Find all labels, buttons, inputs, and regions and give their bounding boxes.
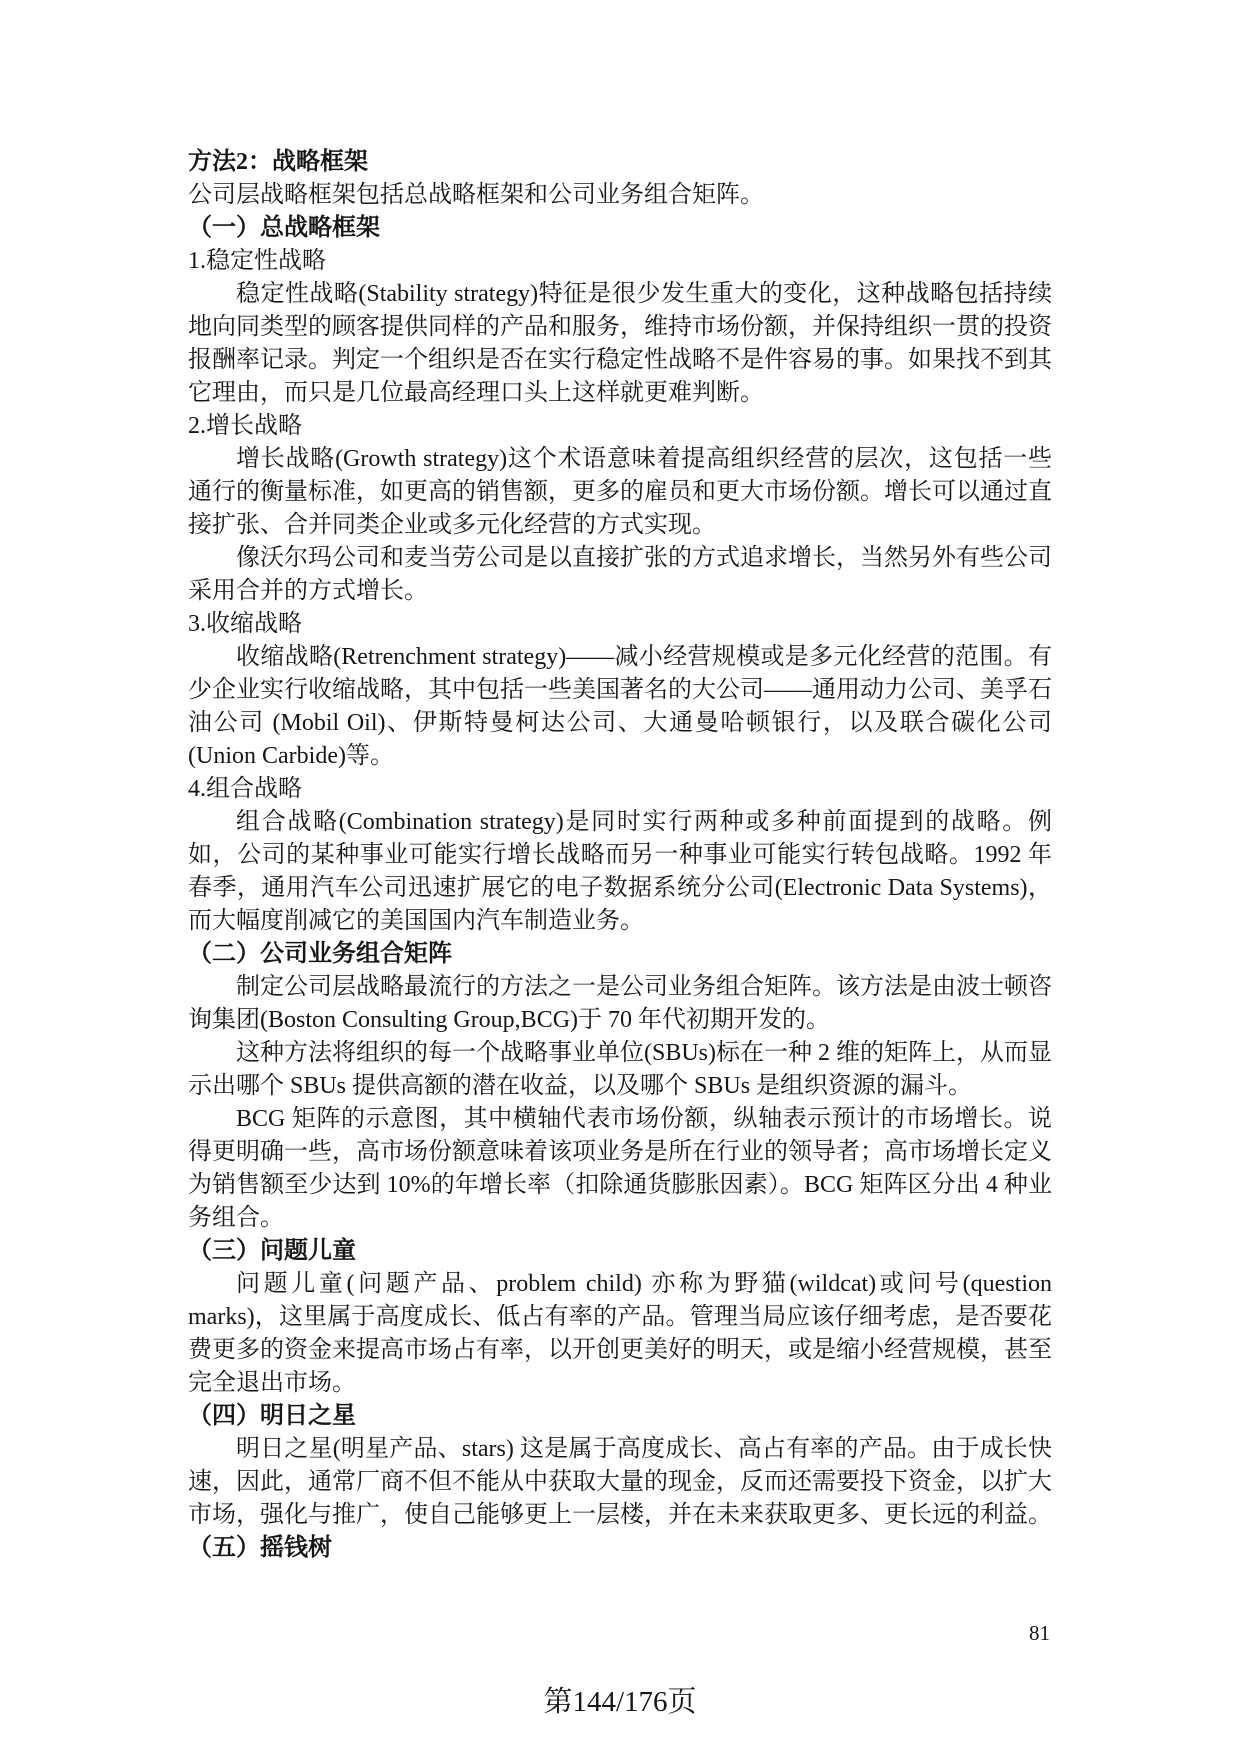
subsection-heading: 3.收缩战略 [188, 611, 302, 637]
subsection-heading: 4.组合战略 [188, 776, 302, 802]
section-heading: （五）摇钱树 [188, 1535, 332, 1561]
paragraph: 制定公司层战略最流行的方法之一是公司业务组合矩阵。该方法是由波士顿咨询集团(Boston Consulting Group,BCG)于 70 年代初期开发的。 [188, 974, 1052, 1033]
section-heading: （一）总战略框架 [188, 215, 380, 241]
document-body [188, 146, 1052, 1565]
section-heading: （二）公司业务组合矩阵 [188, 941, 452, 967]
paragraph: BCG 矩阵的示意图，其中横轴代表市场份额，纵轴表示预计的市场增长。说得更明确一些，高市场份额意味着该项业务是所在行业的领导者；高市场增长定义为销售额至少达到 10%的年增长率（扣除通货膨胀因素）。BCG 矩阵区分出 4 种业务组合。 [188, 1106, 1052, 1231]
page-indicator: 第144/176页 [543, 1686, 697, 1718]
subsection-heading: 2.增长战略 [188, 413, 302, 439]
paragraph: 明日之星(明星产品、stars) 这是属于高度成长、高占有率的产品。由于成长快速，因此，通常厂商不但不能从中获取大量的现金，反而还需要投下资金，以扩大市场，强化与推广，使自己能够更上一层楼，并在未来获取更多、更长远的利益。 [188, 1436, 1052, 1528]
page-number: 81 [1029, 1621, 1050, 1645]
paragraph: 问题儿童(问题产品、problem child) 亦称为野猫(wildcat)或问号(question marks)，这里属于高度成长、低占有率的产品。管理当局应该仔细考虑，是否要花费更多的资金来提高市场占有率，以开创更美好的明天，或是缩小经营规模，甚至完全退出市场。 [188, 1271, 1052, 1396]
subsection-heading: 1.稳定性战略 [188, 248, 326, 274]
paragraph: 这种方法将组织的每一个战略事业单位(SBUs)标在一种 2 维的矩阵上，从而显示出哪个 SBUs 提供高额的潜在收益，以及哪个 SBUs 是组织资源的漏斗。 [188, 1040, 1053, 1099]
paragraph: 组合战略(Combination strategy)是同时实行两种或多种前面提到的战略。例如，公司的某种事业可能实行增长战略而另一种事业可能实行转包战略。1992 年春季，通用汽车公司迅速扩展它的电子数据系统分公司(Electronic Data Systems)，而大幅度削减它的美国国内汽车制造业务。 [188, 809, 1052, 934]
paragraph: 公司层战略框架包括总战略框架和公司业务组合矩阵。 [188, 182, 764, 208]
section-heading: （三）问题儿童 [188, 1238, 356, 1264]
paragraph: 收缩战略(Retrenchment strategy)——减小经营规模或是多元化经营的范围。有少企业实行收缩战略，其中包括一些美国著名的大公司——通用动力公司、美孚石油公司 (Mobil Oil)、伊斯特曼柯达公司、大通曼哈顿银行，以及联合碳化公司(Union Carbide)等。 [188, 644, 1052, 769]
section-heading: （四）明日之星 [188, 1403, 356, 1429]
paragraph: 稳定性战略(Stability strategy)特征是很少发生重大的变化，这种战略包括持续地向同类型的顾客提供同样的产品和服务，维持市场份额，并保持组织一贯的投资报酬率记录。判定一个组织是否在实行稳定性战略不是件容易的事。如果找不到其它理由，而只是几位最高经理口头上这样就更难判断。 [188, 281, 1052, 406]
doc-title: 方法2：战略框架 [188, 149, 368, 175]
paragraph: 像沃尔玛公司和麦当劳公司是以直接扩张的方式追求增长，当然另外有些公司采用合并的方式增长。 [188, 545, 1052, 604]
paragraph: 增长战略(Growth strategy)这个术语意味着提高组织经营的层次，这包括一些通行的衡量标准，如更高的销售额，更多的雇员和更大市场份额。增长可以通过直接扩张、合并同类企业或多元化经营的方式实现。 [188, 446, 1052, 538]
